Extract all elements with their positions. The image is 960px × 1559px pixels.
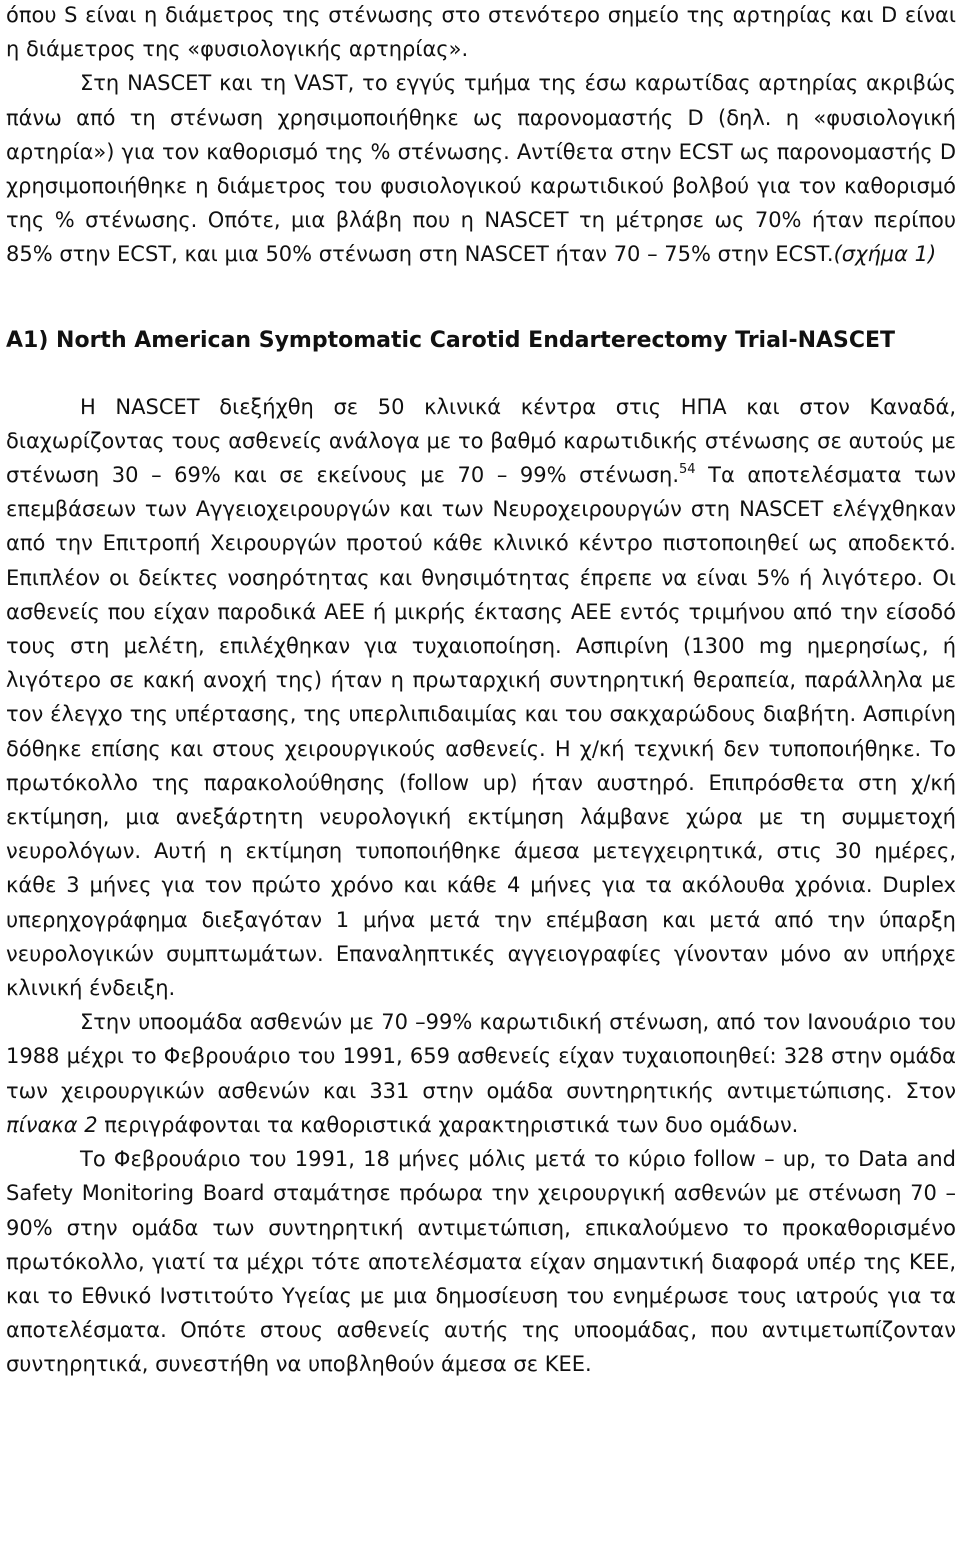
section-text-2b: περιγράφονται τα καθοριστικά χαρακτηριστικά των δυο ομάδων. <box>97 1112 799 1137</box>
figure-reference: (σχήμα 1) <box>833 242 937 267</box>
spacer <box>6 358 956 390</box>
intro-text-1: όπου S είναι η διάμετρος της στένωσης στο στενότερο σημείο της αρτηρίας και D είναι η διάμετρος της «φυσιολογικής αρτηρίας». <box>6 3 956 62</box>
section-text-1b: Τα αποτελέσματα των επεμβάσεων των Αγγειοχειρουργών και των Νευροχειρουργών στη NASCET ελέγχθηκαν από την Επιτροπή Χειρουργών προτού κάθε κλινικό κέντρο πιστοποιηθεί ως αποδεκτό. Επιπλέον οι δείκτες νοσηρότητας και θνησιμότητας έπρεπε να είναι 5% ή λιγότερο. Οι ασθενείς που είχαν παροδικά ΑΕΕ ή μικρής έκτασης ΑΕΕ εντός τριμήνου από την είσοδό τους στη μελέτη, επιλέχθηκαν για τυχαιοποίηση. Ασπιρίνη (1300 mg ημερησίως, ή λιγότερο σε κακή ανοχή της) ήταν η πρωταρχική συντηρητική θεραπεία, παράλληλα με τον έλεγχο της υπέρτασης, της υπερλιπιδαιμίας και του σακχαρώδους διαβήτη. Ασπιρίνη δόθηκε επίσης και στους χειρουργικούς ασθενείς. Η χ/κή τεχνική δεν τυποποιήθηκε. Το πρωτόκολλο της παρακολούθησης (follow up) ήταν αυστηρό. Επιπρόσθετα στη χ/κή εκτίμηση, μια ανεξάρτητη νευρολογική εκτίμηση λάμβανε χώρα με τη συμμετοχή νευρολόγων. Αυτή η εκτίμηση τυποποιήθηκε άμεσα μετεγχειρητικά, στις 30 ημέρες, κάθε 3 μήνες για τον πρώτο χρόνο και κάθε 4 μήνες για τα ακόλουθα χρόνια. Duplex υπερηχογράφημα διεξαγόταν 1 μήνα μετά την επέμβαση και μετά από την ύπαρξη νευρολογικών συμπτωμάτων. Επαναληπτικές αγγειογραφίες γίνονταν μόνο αν υπήρχε κλινική ένδειξη. <box>6 463 956 1001</box>
section-text-3: Το Φεβρουάριο του 1991, 18 μήνες μόλις μετά το κύριο follow – up, το Data and Safety Monitoring Board σταμάτησε πρόωρα την χειρουργική ασθενών με στένωση 70 – 90% στην ομάδα των συντηρητική αντιμετώπιση, επικαλούμενο το προκαθορισμένο πρωτόκολλο, γιατί τα μέχρι τότε αποτελέσματα είχαν σημαντική διαφορά υπέρ της ΚΕΕ, και το Εθνικό Ινστιτούτο Υγείας με μια δημοσίευση του ενημέρωσε τους ιατρούς για τα αποτελέσματα. Οπότε στους ασθενείς αυτής της υποομάδας, που αντιμετωπίζονταν συντηρητικά, συνεστήθη να υποβληθούν άμεσα σε ΚΕΕ. <box>6 1147 956 1377</box>
intro-text-2: Στη NASCET και τη VAST, το εγγύς τμήμα της έσω καρωτίδας αρτηρίας ακριβώς πάνω από τη στένωση χρησιμοποιήθηκε ως παρονομαστής D (δηλ. η «φυσιολογική αρτηρία») για τον καθορισμό της % στένωσης. Αντίθετα στην ECST ως παρονομαστής D χρησιμοποιήθηκε η διάμετρος του φυσιολογικού καρωτιδικού βολβού για τον καθορισμό της % στένωσης. Οπότε, μια βλάβη που η NASCET τη μέτρησε ως 70% ήταν περίπου 85% στην ECST, και μια 50% στένωση στη NASCET ήταν 70 – 75% στην ECST. <box>6 71 956 267</box>
section-text-2a: Στην υποομάδα ασθενών με 70 –99% καρωτιδική στένωση, από τον Ιανουάριο του 1988 μέχρι το Φεβρουάριο του 1991, 659 ασθενείς είχαν τυχαιοποιηθεί: 328 στην ομάδα των χειρουργικών ασθενών και 331 στην ομάδα συντηρητικής αντιμετώπισης. Στον <box>6 1010 956 1103</box>
section-paragraph-1 <box>6 390 956 1006</box>
intro-paragraph-2 <box>6 66 956 271</box>
document-page <box>6 0 956 1382</box>
section-paragraph-2 <box>6 1005 956 1142</box>
section-heading: Α1) North American Symptomatic Carotid Endarterectomy Trial-NASCET <box>6 327 896 353</box>
intro-paragraph-1 <box>6 0 956 66</box>
spacer <box>6 272 956 324</box>
table-reference: πίνακα 2 <box>6 1112 98 1137</box>
section-text-1a: Η NASCET διεξήχθη σε 50 κλινικά κέντρα στις ΗΠΑ και στον Καναδά, διαχωρίζοντας τους ασθενείς ανάλογα με το βαθμό καρωτιδικής στένωσης σε αυτούς με στένωση 30 – 69% και σε εκείνους με 70 – 99% στένωση. <box>6 394 956 488</box>
citation-superscript: 54 <box>679 462 696 478</box>
section-paragraph-3 <box>6 1142 956 1381</box>
